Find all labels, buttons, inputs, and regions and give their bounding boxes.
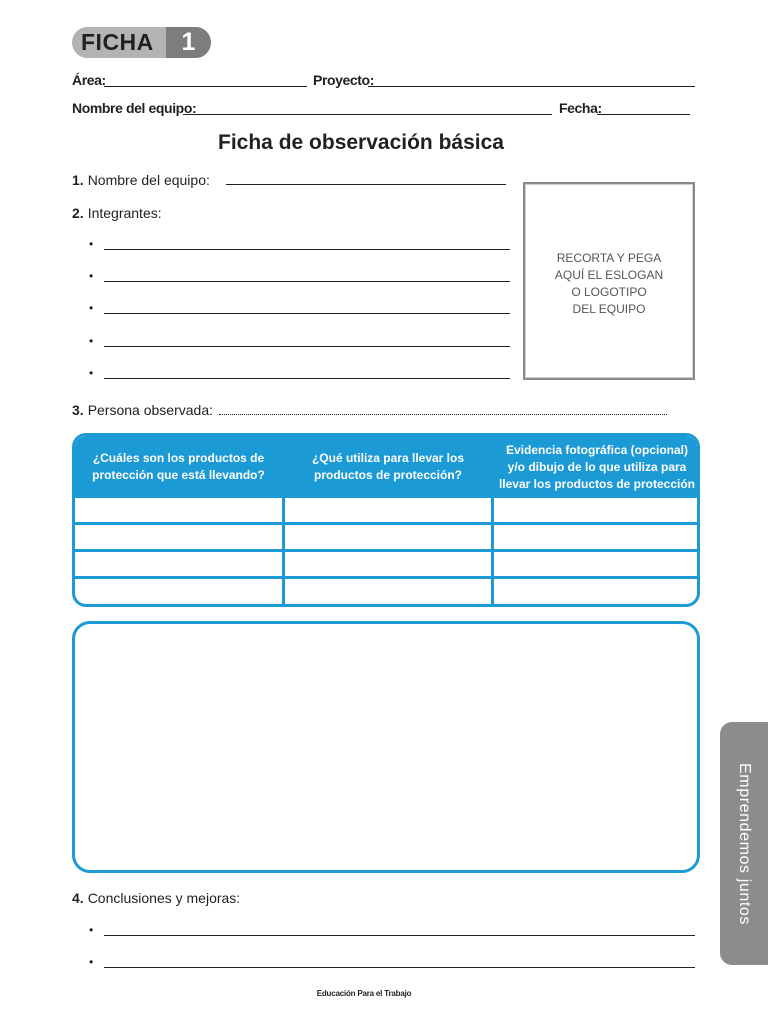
question-2 xyxy=(72,205,162,221)
observation-table xyxy=(72,433,700,607)
table-cell[interactable] xyxy=(285,498,491,522)
fecha-field[interactable] xyxy=(597,114,690,115)
integrante-field-2[interactable] xyxy=(104,281,510,282)
table-cell[interactable] xyxy=(494,525,700,549)
question-3-label: Persona observada: xyxy=(87,402,213,418)
question-1 xyxy=(72,172,210,188)
page-footer: Educación Para el Trabajo xyxy=(316,989,412,998)
question-2-number: 2. xyxy=(72,205,84,221)
table-header-cell: ¿Qué utiliza para llevar los productos de protección? xyxy=(311,451,465,482)
nombre-equipo-field[interactable] xyxy=(183,114,552,115)
logo-instruction-line: O LOGOTIPO xyxy=(571,285,647,299)
bullet-icon: • xyxy=(89,269,94,283)
area-label: Área: xyxy=(72,72,106,88)
question-1-field[interactable] xyxy=(226,184,506,185)
conclusion-field-1[interactable] xyxy=(104,935,695,936)
logo-instruction-line: RECORTA Y PEGA xyxy=(556,251,662,265)
table-header-cell: Evidencia fotográfica (opcional) y/o dibujo de lo que utiliza para llevar los productos de protección xyxy=(498,442,696,491)
question-2-label: Integrantes: xyxy=(87,205,162,221)
integrante-field-5[interactable] xyxy=(104,378,510,379)
table-cell[interactable] xyxy=(285,579,491,604)
logo-instruction-line: DEL EQUIPO xyxy=(572,302,646,316)
bullet-icon: • xyxy=(89,301,94,315)
table-cell[interactable] xyxy=(75,498,282,522)
question-3-number: 3. xyxy=(72,402,84,418)
proyecto-field[interactable] xyxy=(368,86,695,87)
side-tab-label xyxy=(720,722,768,965)
question-4 xyxy=(72,890,240,906)
table-header-cell: ¿Cuáles son los productos de protección que está llevando? xyxy=(92,451,265,482)
logo-instruction-line: AQUÍ EL ESLOGAN xyxy=(554,268,664,282)
question-4-number: 4. xyxy=(72,890,84,906)
logo-paste-instructions xyxy=(525,250,693,318)
question-4-label: Conclusiones y mejoras: xyxy=(87,890,241,906)
bullet-icon: • xyxy=(89,955,94,969)
integrante-field-4[interactable] xyxy=(104,346,510,347)
bullet-icon: • xyxy=(89,923,94,937)
table-cell[interactable] xyxy=(494,498,700,522)
question-3 xyxy=(72,402,213,418)
observation-drawing-box[interactable] xyxy=(72,621,700,873)
ficha-badge-number: 1 xyxy=(166,27,211,58)
page-title: Ficha de observación básica xyxy=(218,131,504,154)
side-tab-text: Emprendemos juntos xyxy=(736,762,753,925)
integrante-field-1[interactable] xyxy=(104,249,510,250)
ficha-badge-label: FICHA xyxy=(81,29,154,55)
logo-paste-area[interactable] xyxy=(523,182,695,380)
table-cell[interactable] xyxy=(75,552,282,576)
question-1-label: Nombre del equipo: xyxy=(87,172,210,188)
table-cell[interactable] xyxy=(75,579,282,604)
conclusion-field-2[interactable] xyxy=(104,967,695,968)
fecha-label: Fecha: xyxy=(559,100,602,116)
bullet-icon: • xyxy=(89,237,94,251)
bullet-icon: • xyxy=(89,366,94,380)
question-1-number: 1. xyxy=(72,172,84,188)
bullet-icon: • xyxy=(89,334,94,348)
question-3-field[interactable] xyxy=(219,414,667,415)
area-field[interactable] xyxy=(104,86,307,87)
proyecto-label: Proyecto: xyxy=(313,72,374,88)
table-cell[interactable] xyxy=(494,552,700,576)
table-cell[interactable] xyxy=(285,525,491,549)
table-cell[interactable] xyxy=(494,579,700,604)
integrante-field-3[interactable] xyxy=(104,313,510,314)
table-cell[interactable] xyxy=(75,525,282,549)
nombre-equipo-label: Nombre del equipo: xyxy=(72,100,197,116)
table-cell[interactable] xyxy=(285,552,491,576)
